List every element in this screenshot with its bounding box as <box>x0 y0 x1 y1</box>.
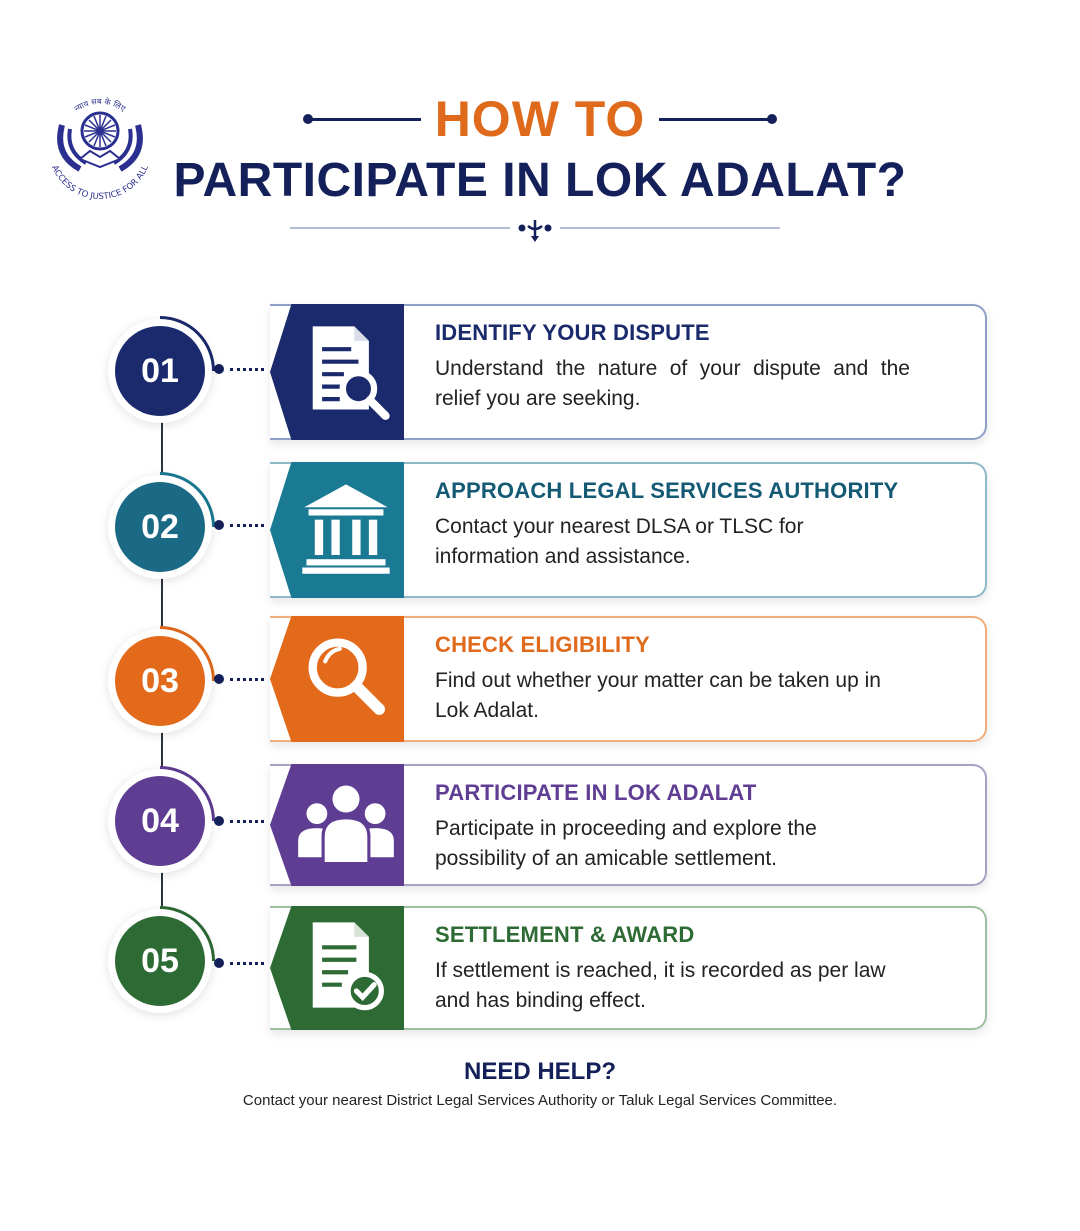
step-description: Contact your nearest DLSA or TLSC for information and assistance. <box>435 515 804 568</box>
step-number-badge <box>105 766 215 876</box>
group-people-icon <box>270 764 404 886</box>
step-number-badge <box>105 316 215 426</box>
step-card <box>270 764 987 886</box>
step-dotted-connector <box>214 674 264 684</box>
step-description: If settlement is reached, it is recorded as per law and has binding effect. <box>435 959 886 1012</box>
step-dotted-connector <box>214 958 264 968</box>
step-dotted-connector <box>214 816 264 826</box>
step-number: 03 <box>115 636 205 726</box>
step-number-badge <box>105 626 215 736</box>
header-right-ornament <box>659 118 769 121</box>
step-title: APPROACH LEGAL SERVICES AUTHORITY <box>435 478 899 503</box>
document-search-icon <box>270 304 404 440</box>
step-card <box>270 616 987 742</box>
step-dotted-connector <box>214 520 264 530</box>
header-line1: HOW TO <box>434 91 646 147</box>
step-number: 04 <box>115 776 205 866</box>
page-title: PARTICIPATE IN LOK ADALAT? <box>173 154 907 207</box>
step-description: Understand the nature of your dispute and the relief you are seeking. <box>435 357 910 410</box>
step-title: SETTLEMENT & AWARD <box>435 922 695 947</box>
step-title: PARTICIPATE IN LOK ADALAT <box>435 780 757 805</box>
need-help-text: Contact your nearest District Legal Services Authority or Taluk Legal Services Committee. <box>242 1092 838 1109</box>
header-line1-row <box>0 88 1080 150</box>
step-dotted-connector <box>214 364 264 374</box>
step-description: Participate in proceeding and explore the possibility of an amicable settlement. <box>435 817 817 870</box>
header-divider <box>290 214 780 244</box>
svg-text:ACCESS TO JUSTICE FOR ALL: ACCESS TO JUSTICE FOR ALL <box>49 163 151 203</box>
step-title: IDENTIFY YOUR DISPUTE <box>435 320 710 345</box>
step-title: CHECK ELIGIBILITY <box>435 632 650 657</box>
header-line1-wrap <box>435 88 646 150</box>
svg-text:न्याय सब के लिए: न्याय सब के लिए <box>72 96 128 114</box>
step-card <box>270 906 987 1030</box>
step-number: 05 <box>115 916 205 1006</box>
step-card <box>270 304 987 440</box>
step-card <box>270 462 987 598</box>
header-left-ornament <box>311 118 421 121</box>
need-help-title: NEED HELP? <box>463 1058 616 1085</box>
magnifier-icon <box>270 616 404 742</box>
step-description: Find out whether your matter can be taken up in Lok Adalat. <box>435 669 881 722</box>
document-check-icon <box>270 906 404 1030</box>
step-number-badge <box>105 472 215 582</box>
courthouse-icon <box>270 462 404 598</box>
step-number: 02 <box>115 482 205 572</box>
step-number: 01 <box>115 326 205 416</box>
step-number-badge <box>105 906 215 1016</box>
